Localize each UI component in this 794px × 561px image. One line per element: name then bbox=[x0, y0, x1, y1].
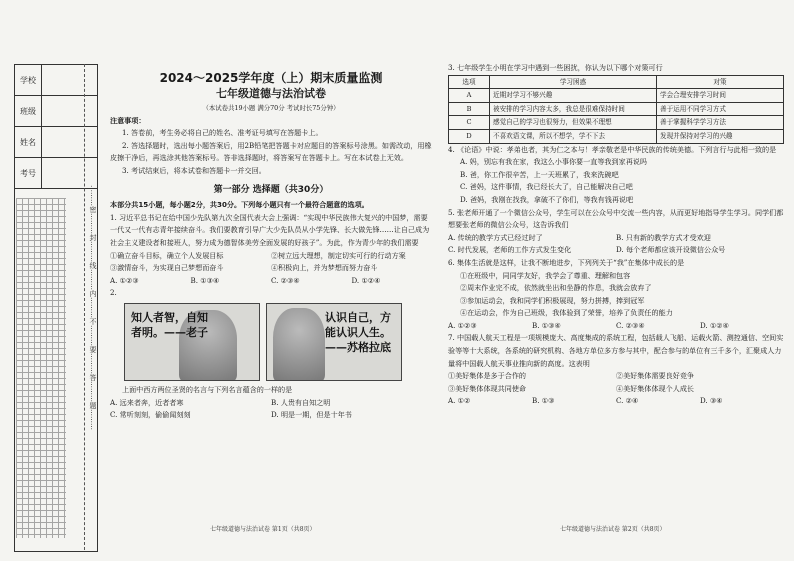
q6-point-3: ③参加运动会，我和同学们积极展现，努力拼搏，捧到冠军 bbox=[460, 295, 645, 305]
q6-options bbox=[448, 320, 784, 333]
q1-point-2: ②树立远大理想，制定切实可行的行动方案 bbox=[271, 250, 406, 260]
q3-cell: 被安排的学习内容太多，我总是很难保持时间 bbox=[490, 102, 657, 116]
q3-cell: 学会合理安排学习时间 bbox=[657, 89, 784, 103]
socrates-image bbox=[266, 303, 402, 381]
q3-cell: 发现并保持对学习的兴趣 bbox=[657, 129, 784, 143]
q6-point-4: ④在运动会，作为自己班级，我体验到了荣誉，培养了负责任的能力 bbox=[460, 308, 673, 318]
q5-stem: 5. 张老师开通了一个微信公众号，学生可以在公众号中交流一些内容，从而更好地指导学生学习。同学们都想要张老师的微信公众号，这告诉我们 bbox=[448, 207, 784, 230]
q3-header-option: 选项 bbox=[449, 75, 490, 89]
q3-cell: 善于掌握科学学习方法 bbox=[657, 116, 784, 130]
footer-page-1: 七年级道德与法治试卷 第1页（共8页） bbox=[210, 526, 316, 533]
q1-point-4: ④积极向上，并为梦想而努力奋斗 bbox=[271, 263, 378, 273]
q7-point-3: ③美好集体体现共同使命 bbox=[448, 383, 527, 393]
page-2 bbox=[448, 62, 784, 408]
table-row bbox=[449, 116, 784, 130]
table-row bbox=[449, 102, 784, 116]
name-label: 姓名 bbox=[15, 127, 42, 157]
q6-point-2: ②周末作业完不成，依然就坐出和坐静的作息，我就会放弃了 bbox=[460, 283, 652, 293]
seal-line: ………密………封………线………内………不………要………答………题……… bbox=[84, 64, 97, 550]
q4-stem: 4. 《论语》中说：孝弟也者，其为仁之本与！孝亲敬老是中华民族的传统美德。下列言行与此相一致的是 bbox=[448, 144, 777, 154]
q5-option-c: C. 时代发展，老师的工作方式发生变化 bbox=[448, 245, 572, 255]
q2-option-b: B. 人贵有自知之明 bbox=[271, 397, 331, 407]
q1-point-3: ③激情奋斗，为实现自己梦想而奋斗 bbox=[110, 263, 224, 273]
exam-id-grid bbox=[16, 198, 66, 538]
socrates-quote: 认识自己，方能认识人生。——苏格拉底 bbox=[325, 310, 391, 354]
q3-cell: B bbox=[449, 102, 490, 116]
notes-heading: 注意事项： bbox=[110, 115, 146, 125]
exam-title: 2024～2025学年度（上）期末质量监测 bbox=[159, 71, 383, 85]
q7-point-4: ④美好集体体现个人成长 bbox=[616, 383, 695, 393]
note-1: 1. 答卷前，考生务必将自己的姓名、准考证号填写在答题卡上。 bbox=[122, 128, 323, 138]
q3-header-problem: 学习困惑 bbox=[490, 75, 657, 89]
exam-subject: 七年级道德与法治试卷 bbox=[216, 87, 326, 100]
q3-stem: 3. 七年级学生小明在学习中遇到一些困扰，你认为以下哪个对策可行 bbox=[448, 63, 663, 72]
q7-points bbox=[448, 370, 784, 395]
part1-intro: 本部分共15小题，每小题2分，共30分。下列每小题只有一个最符合题意的选项。 bbox=[110, 200, 369, 210]
school-label: 学校 bbox=[15, 65, 42, 95]
page-1 bbox=[110, 62, 432, 422]
q3-header-row bbox=[449, 75, 784, 89]
q6-option-b: B. ①③④ bbox=[532, 320, 561, 330]
socrates-figure bbox=[273, 308, 325, 381]
q2-option-a: A. 远来者奔，近者者寒 bbox=[110, 397, 184, 407]
exam-id-label: 考号 bbox=[15, 158, 42, 188]
q3-cell: C bbox=[449, 116, 490, 130]
exam-info: （本试卷共19小题 满分70分 考试时长75分钟） bbox=[202, 104, 340, 112]
q4-option-a: A. 妈，别忘有我在家，我这么小事你要一直等我到家再说吗 bbox=[460, 157, 647, 167]
q2-options bbox=[110, 397, 432, 422]
class-label: 班级 bbox=[15, 96, 42, 126]
q2-number: 2. bbox=[110, 288, 117, 298]
q2-stem: 上面中西方两位圣贤的名言与下列名言蕴含的一样的是 bbox=[122, 384, 293, 394]
q7-point-2: ②美好集体需要良好竞争 bbox=[616, 371, 695, 381]
q7-point-1: ①美好集体是多于合作的 bbox=[448, 371, 527, 381]
q7-option-d: D. ③④ bbox=[700, 396, 723, 406]
q6-point-1: ①在班级中，同同学友好，我学会了尊重、理解和包容 bbox=[460, 270, 631, 280]
laozi-image bbox=[124, 303, 260, 381]
table-row bbox=[449, 129, 784, 143]
q3-cell: 善于运用不同学习方式 bbox=[657, 102, 784, 116]
q1-stem: 1. 习近平总书记在给中国少先队第九次全国代表大会上强调：“实现中华民族伟大复兴的中国梦，需要一代又一代有志青年接续奋斗。我们要教育引导广大少先队员从小学先锋、长大做先锋……让自己成为社会主义建设者和接班人，努力成为德智体美劳全面发展的好孩子”。为此，作为青少年的我们需要 bbox=[110, 212, 430, 247]
q6-option-d: D. ①②④ bbox=[700, 320, 730, 330]
q1-points bbox=[110, 250, 432, 275]
q1-option-c: C. ②③④ bbox=[271, 275, 300, 285]
q3-cell: 近期对学习不够兴趣 bbox=[490, 89, 657, 103]
q1-option-d: D. ①②④ bbox=[351, 275, 381, 285]
q4-option-c: C. 爸妈，这件事情，我已经长大了，自己能解决自己吧 bbox=[460, 182, 633, 192]
q7-option-c: C. ②④ bbox=[616, 396, 639, 406]
q3-cell: 感觉自己的学习也很努力，但效果不理想 bbox=[490, 116, 657, 130]
laozi-quote: 知人者智，自知者明。——老子 bbox=[131, 310, 208, 339]
q4-option-b: B. 爸，你工作很辛苦，上一天班累了，我来洗碗吧 bbox=[460, 169, 619, 179]
table-row bbox=[449, 89, 784, 103]
q2-option-c: C. 常听刻刻，偷偷闻刻刻 bbox=[110, 410, 191, 420]
q2-option-d: D. 明是一期，但是十年书 bbox=[271, 410, 352, 420]
q4-option-d: D. 爸妈，我刚在找我，拿破不了你们，等我有钱再说吧 bbox=[460, 194, 634, 204]
q2-images bbox=[124, 303, 432, 381]
q6-option-a: A. ①②③ bbox=[448, 320, 477, 330]
q3-header-solution: 对策 bbox=[657, 75, 784, 89]
q6-stem: 6. 集体生活就是这样，让我不断地进步，下列列关于“我”在集体中成长的是 bbox=[448, 257, 685, 267]
q5-options bbox=[448, 232, 784, 257]
footer-page-2: 七年级道德与法治试卷 第2页（共8页） bbox=[560, 526, 666, 533]
q1-option-a: A. ①②③ bbox=[110, 275, 139, 285]
q3-table bbox=[448, 75, 784, 144]
note-2: 2. 答选择题时，选出每小题答案后，用2B铅笔把答题卡对应题目的答案标号涂黑。如需改动，用橡皮擦干净后，再选涂其他答案标号。答非选择题时，将答案写在答题卡上。写在本试卷上无效。 bbox=[110, 140, 432, 163]
q1-option-b: B. ①③④ bbox=[190, 275, 220, 285]
q7-option-a: A. ①② bbox=[448, 396, 471, 406]
part1-title: 第一部分 选择题（共30分） bbox=[213, 184, 329, 195]
q1-point-1: ①确立奋斗目标，确立个人发展目标 bbox=[110, 250, 224, 260]
q6-option-c: C. ②③④ bbox=[616, 320, 645, 330]
q1-options bbox=[110, 275, 432, 288]
note-3: 3. 考试结束后，将本试卷和答题卡一并交回。 bbox=[122, 165, 266, 175]
q3-cell: D bbox=[449, 129, 490, 143]
q5-option-a: A. 传统的教学方式已经过时了 bbox=[448, 232, 543, 242]
q5-option-b: B. 只有新的教学方式才受欢迎 bbox=[616, 232, 711, 242]
q7-option-b: B. ①③ bbox=[532, 396, 555, 406]
q3-cell: A bbox=[449, 89, 490, 103]
q5-option-d: D. 每个老师都应该开设微信公众号 bbox=[616, 245, 726, 255]
q7-options bbox=[448, 395, 784, 408]
q3-cell: 不喜欢语文课，所以不想学，学不下去 bbox=[490, 129, 657, 143]
q7-stem: 7. 中国载人航天工程是一项规模庞大、高度集成的系统工程，包括载人飞船、运载火箭、测控通信、空间实验等等十大系统，各系统的研究机构、各地方单位多方参与其中，配合参与的单位有三千多个，汇聚成人力量将中国载人航天事业推向新的高度。这表明 bbox=[448, 333, 784, 368]
